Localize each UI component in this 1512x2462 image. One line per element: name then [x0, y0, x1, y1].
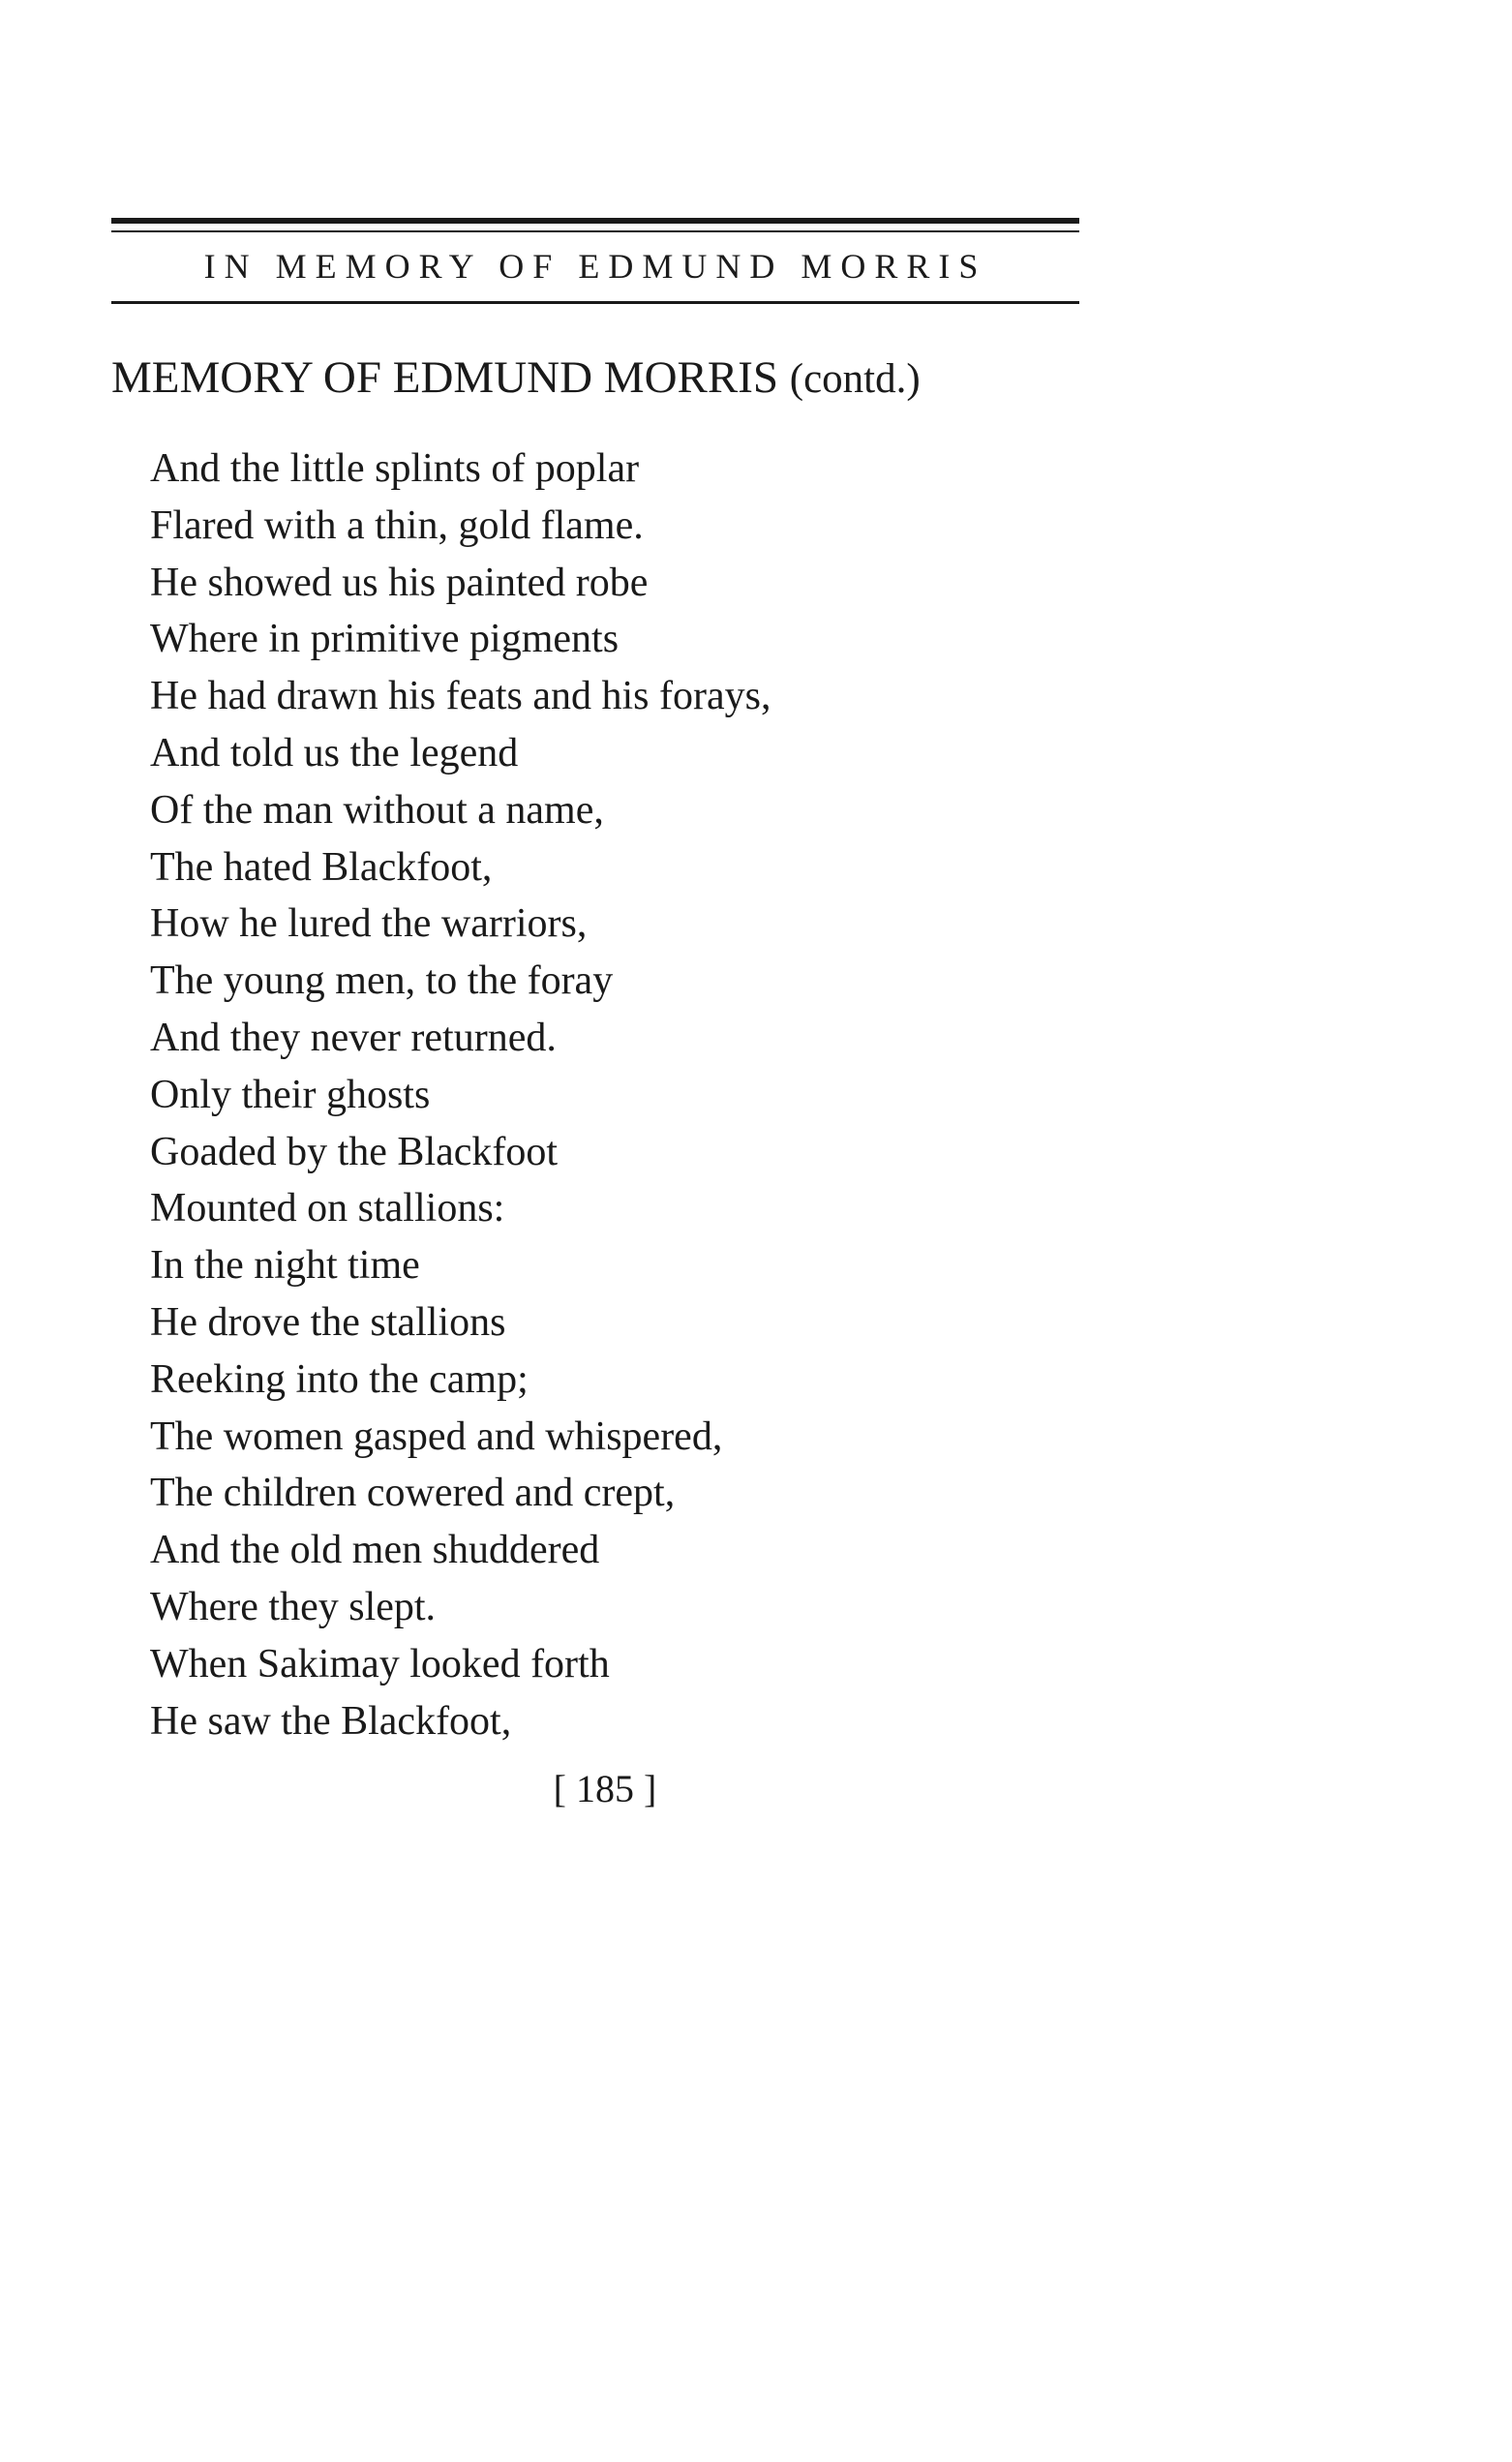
poem-line: He drove the stallions [150, 1299, 506, 1345]
poem-line: The young men, to the foray [150, 958, 614, 1004]
poem-line: How he lured the warriors, [150, 901, 588, 947]
poem-line: Reeking into the camp; [150, 1356, 529, 1402]
running-header: IN MEMORY OF EDMUND MORRIS [203, 247, 987, 286]
poem-line: He had drawn his feats and his forays, [150, 674, 771, 719]
poem-line: Flared with a thin, gold flame. [150, 502, 644, 548]
poem-line: When Sakimay looked forth [150, 1641, 610, 1687]
poem-line: And the little splints of poplar [150, 446, 640, 491]
poem-line: Where they slept. [150, 1584, 437, 1629]
poem-line: He saw the Blackfoot, [150, 1698, 512, 1744]
header-rule-bottom [111, 301, 1079, 304]
section-title [111, 350, 921, 407]
poem-line: The women gasped and whispered, [150, 1413, 723, 1459]
section-title-text: MEMORY OF EDMUND MORRIS [111, 352, 779, 403]
section-continued-label: (contd.) [789, 356, 921, 402]
poem-line: Where in primitive pigments [150, 617, 620, 662]
poem-body [150, 441, 771, 1749]
header-rule-thin [111, 230, 1079, 232]
poem-line: The hated Blackfoot, [150, 844, 493, 890]
poem-line: In the night time [150, 1243, 420, 1289]
poem-line: The children cowered and crept, [150, 1471, 676, 1516]
poem-line: And told us the legend [150, 730, 519, 775]
page-number: [ 185 ] [553, 1767, 657, 1810]
poem-line: And the old men shuddered [150, 1528, 600, 1573]
poem-line: Goaded by the Blackfoot [150, 1129, 559, 1174]
header-rule-thick [111, 218, 1079, 224]
poem-line: Of the man without a name, [150, 787, 604, 833]
poem-line: He showed us his painted robe [150, 560, 649, 605]
poem-line: Only their ghosts [150, 1072, 431, 1117]
poem-line: And they never returned. [150, 1015, 557, 1060]
poem-line: Mounted on stallions: [150, 1186, 505, 1231]
